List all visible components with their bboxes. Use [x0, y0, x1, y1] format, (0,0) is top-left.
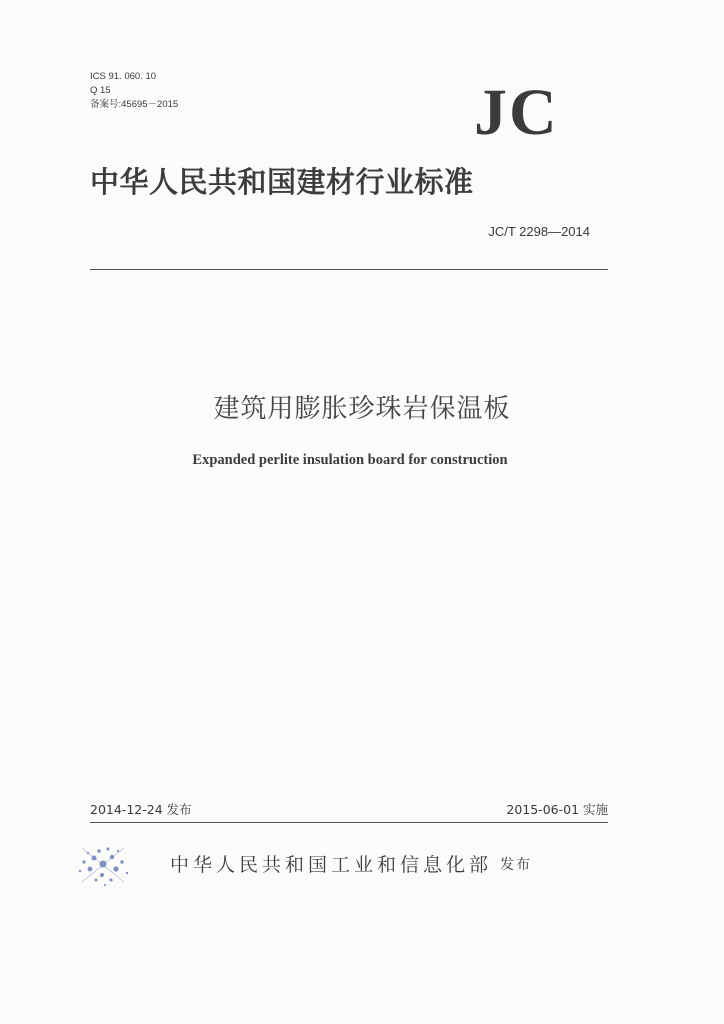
classification-code: Q 15 [90, 85, 111, 96]
implementation-date: 2015-06-01 实施 [506, 802, 608, 817]
ministry-seal-icon [72, 838, 134, 890]
filing-number: 备案号:45695－2015 [90, 99, 179, 110]
issue-date: 2014-12-24 发布 [90, 802, 192, 817]
footer-divider [90, 822, 608, 823]
standard-number: JC/T 2298—2014 [488, 224, 590, 239]
document-title-cn: 建筑用膨胀珍珠岩保温板 [213, 394, 511, 424]
jc-logo: JC [474, 76, 559, 149]
publish-label: 发布 [500, 857, 532, 873]
classification-block [90, 70, 178, 112]
issuing-ministry: 中华人民共和国工业和信息化部 [170, 854, 493, 876]
header-divider [90, 269, 608, 270]
organization-title: 中华人民共和国建材行业标准 [90, 165, 474, 199]
ics-code: ICS 91. 060. 10 [90, 71, 157, 82]
document-title-en: Expanded perlite insulation board for construction [192, 452, 508, 468]
